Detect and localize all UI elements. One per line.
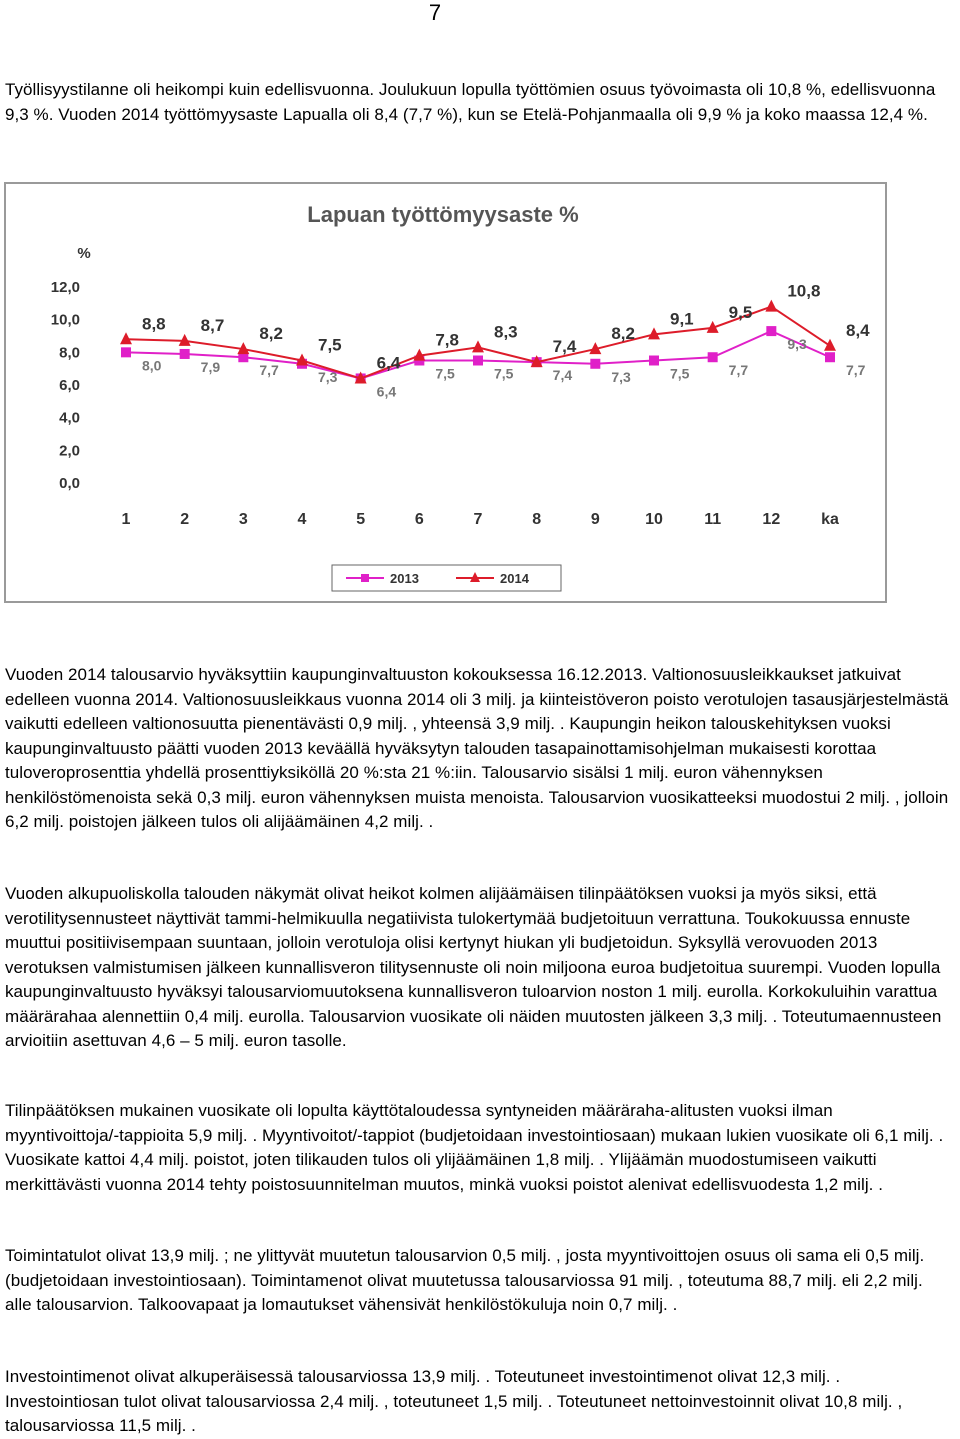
x-tick-label: 11 xyxy=(704,511,722,528)
page-number: 7 xyxy=(428,0,442,25)
y-tick-label: 12,0 xyxy=(50,279,80,296)
data-point-2014 xyxy=(765,300,777,312)
data-label-2013: 7,5 xyxy=(435,365,455,382)
y-tick-label: 2,0 xyxy=(59,442,80,460)
data-label-2013: 7,4 xyxy=(552,367,573,384)
data-label-2013: 7,5 xyxy=(494,365,514,382)
data-label-2013: 7,7 xyxy=(259,362,279,379)
y-axis-label: % xyxy=(77,245,91,262)
data-label-2014: 9,1 xyxy=(670,309,694,329)
unemployment-chart xyxy=(4,182,887,603)
data-label-2014: 8,2 xyxy=(611,324,635,344)
data-label-2014: 10,8 xyxy=(787,281,821,301)
x-tick-label: 12 xyxy=(762,511,781,528)
y-tick-label: 0,0 xyxy=(59,475,80,492)
legend-label-2014: 2014 xyxy=(500,571,529,586)
data-label-2013: 7,9 xyxy=(200,358,221,375)
data-point-2013 xyxy=(473,356,483,366)
data-point-2013 xyxy=(180,349,190,359)
data-label-2014: 9,5 xyxy=(728,302,753,322)
paragraph-financial-statement: Tilinpäätöksen mukainen vuosikate oli lopulta käyttötaloudessa syntyneiden määräraha-alitusten vuoksi ilman myyntivoittoja/-tappioita 5,9 milj. . Myyntivoitot/-tappiot (budjetoidaan investointiosaan) mukaan lukien vuosikate oli 6,1 milj. . Vuosikate kattoi 4,4 milj. poistot, joten tilikauden tulos oli ylijäämäinen 1,8 milj. . Ylijäämän muodostumiseen vaikutti merkittävästi vuonna 2014 tehty poistosuunnitelman muutos, minkä vuoksi poistot alenivat edellisvuodesta 1,2 milj. . xyxy=(5,1101,944,1194)
data-point-2013 xyxy=(825,352,835,362)
data-point-2013 xyxy=(766,326,776,336)
data-label-2014: 7,8 xyxy=(435,330,459,350)
x-tick-label: 8 xyxy=(532,511,542,528)
data-label-2014: 8,3 xyxy=(494,322,518,342)
x-tick-label: 2 xyxy=(180,511,190,528)
data-label-2013: 7,7 xyxy=(728,362,749,379)
chart-title: Lapuan työttömyysaste % xyxy=(307,202,579,227)
x-tick-label: 9 xyxy=(590,511,600,528)
paragraph-investments: Investointimenot olivat alkuperäisessä talousarviossa 13,9 milj. . Toteutuneet investointimenot olivat 12,3 milj. . Investointiosan tulot olivat talousarviossa 2,4 milj. , toteutuneet 1,5 milj. . Toteutuneet nettoinvestoinnit olivat 10,8 milj. , talousarviossa 11,5 milj. . xyxy=(5,1367,903,1435)
data-point-2014 xyxy=(472,340,484,352)
legend-label-2013: 2013 xyxy=(390,571,419,586)
data-point-2013 xyxy=(121,347,131,357)
data-label-2014: 8,7 xyxy=(200,315,225,335)
paragraph-operating-income: Toimintatulot olivat 13,9 milj. ; ne ylittyvät muutetun talousarvion 0,5 milj. , josta myyntivoittojen osuus oli sama eli 0,5 milj. (budjetoidaan investointiosaan). Toimintamenot olivat muutetussa talousarviossa 91 milj. , toteutuma 88,7 milj. eli 2,2 milj. alle talousarvion. Talkoovapaat ja lomautukset vähensivät henkilöstökuluja noin 0,7 milj. . xyxy=(5,1246,925,1314)
data-label-2013: 7,5 xyxy=(670,365,690,382)
data-label-2013: 6,4 xyxy=(376,383,397,400)
data-point-2013 xyxy=(708,352,718,362)
data-point-2014 xyxy=(824,339,836,351)
data-label-2013: 7,3 xyxy=(318,368,338,385)
x-tick-label: 1 xyxy=(121,511,131,528)
data-label-2014: 8,4 xyxy=(846,320,870,340)
data-point-2014 xyxy=(120,332,132,344)
x-tick-label: 6 xyxy=(414,511,424,528)
y-tick-label: 8,0 xyxy=(59,344,80,362)
y-tick-label: 6,0 xyxy=(59,377,80,394)
x-tick-label: 10 xyxy=(645,511,663,528)
x-tick-label: 4 xyxy=(297,511,307,528)
data-label-2013: 7,3 xyxy=(611,368,631,385)
data-label-2013: 9,3 xyxy=(787,336,807,353)
legend-marker-2013 xyxy=(361,574,369,582)
data-point-2013 xyxy=(590,359,600,369)
x-tick-label: ka xyxy=(821,511,839,528)
data-point-2013 xyxy=(649,356,659,366)
data-label-2014: 7,4 xyxy=(552,337,577,357)
paragraph-first-half: Vuoden alkupuoliskolla talouden näkymät olivat heikot kolmen alijäämäisen tilinpäätöksen vuoksi ja myös siksi, että verotilitysennusteet näyttivät tammi-helmikuulla negatiivista tulokertymää budjetoituun verrattuna. Toukokuussa ennuste muuttui positiivisempaan suuntaan, jolloin verotuloja olisi kertynyt hiukan yli budjetoidun. Syksyllä verovuoden 2013 verotuksen valmistumisen jälkeen kunnallisveron tilitysennuste oli noin miljoona euroa budjetoitua suurempi. Vuoden lopulla kaupunginvaltuusto hyväksyi talousarviomuutoksena kunnallisveron tuloarvion noston 1 milj. eurolla. Korkokuluihin varattua määrärahaa alennettiin 0,4 milj. eurolla. Talousarvion vuosikate oli näiden muutosten jälkeen 3,3 milj. . Toteutumaennusteen arvioitiin asettuvan 4,6 – 5 milj. euron tasolle. xyxy=(5,884,942,1050)
series-line-2013 xyxy=(126,331,830,378)
data-label-2014: 7,5 xyxy=(318,335,342,355)
data-label-2013: 8,0 xyxy=(142,357,162,374)
chart-canvas xyxy=(6,184,885,601)
y-tick-label: 10,0 xyxy=(50,311,80,329)
paragraph-budget-2014: Vuoden 2014 talousarvio hyväksyttiin kaupunginvaltuuston kokouksessa 16.12.2013. Valtionosuusleikkaukset jatkuivat edelleen vuonna 2014. Valtionosuusleikkaus vuonna 2014 oli 3 milj. ja kiinteistöveron poisto verotulojen tasausjärjestelmästä vaikutti edelleen valtionosuutta pienentävästi 0,9 milj. , yhteensä 3,9 milj. . Kaupungin heikon talouskehityksen vuoksi kaupunginvaltuusto päätti vuoden 2013 keväällä hyväksytyn talouden tasapainottamisohjelman mukaisesti korottaa tuloveroprosenttia yhdellä prosenttiyksiköllä 20 %:sta 21 %:iin. Talousarvio sisälsi 1 milj. euron vähennyksen henkilöstömenoista sekä 0,3 milj. euron vähennyksen muista menoista. Talousarvion vuosikatteeksi muodostui 2 milj. , jolloin 6,2 milj. poistojen jälkeen tulos oli alijäämäinen 4,2 milj. . xyxy=(5,665,949,831)
paragraph-unemployment: Työllisyystilanne oli heikompi kuin edellisvuonna. Joulukuun lopulla työttömien osuus työvoimasta oli 10,8 %, edellisvuonna 9,3 %. Vuoden 2014 työttömyysaste Lapualla oli 8,4 (7,7 %), kun se Etelä-Pohjanmaalla oli 9,9 % ja koko maassa 12,4 %. xyxy=(5,80,936,124)
y-tick-label: 4,0 xyxy=(59,409,80,427)
data-label-2013: 7,7 xyxy=(846,362,866,379)
data-label-2014: 8,2 xyxy=(259,324,283,344)
x-tick-label: 5 xyxy=(356,511,366,528)
x-tick-label: 7 xyxy=(473,511,483,528)
data-label-2014: 8,8 xyxy=(142,314,166,334)
x-tick-label: 3 xyxy=(238,511,248,528)
data-label-2014: 6,4 xyxy=(376,353,401,373)
